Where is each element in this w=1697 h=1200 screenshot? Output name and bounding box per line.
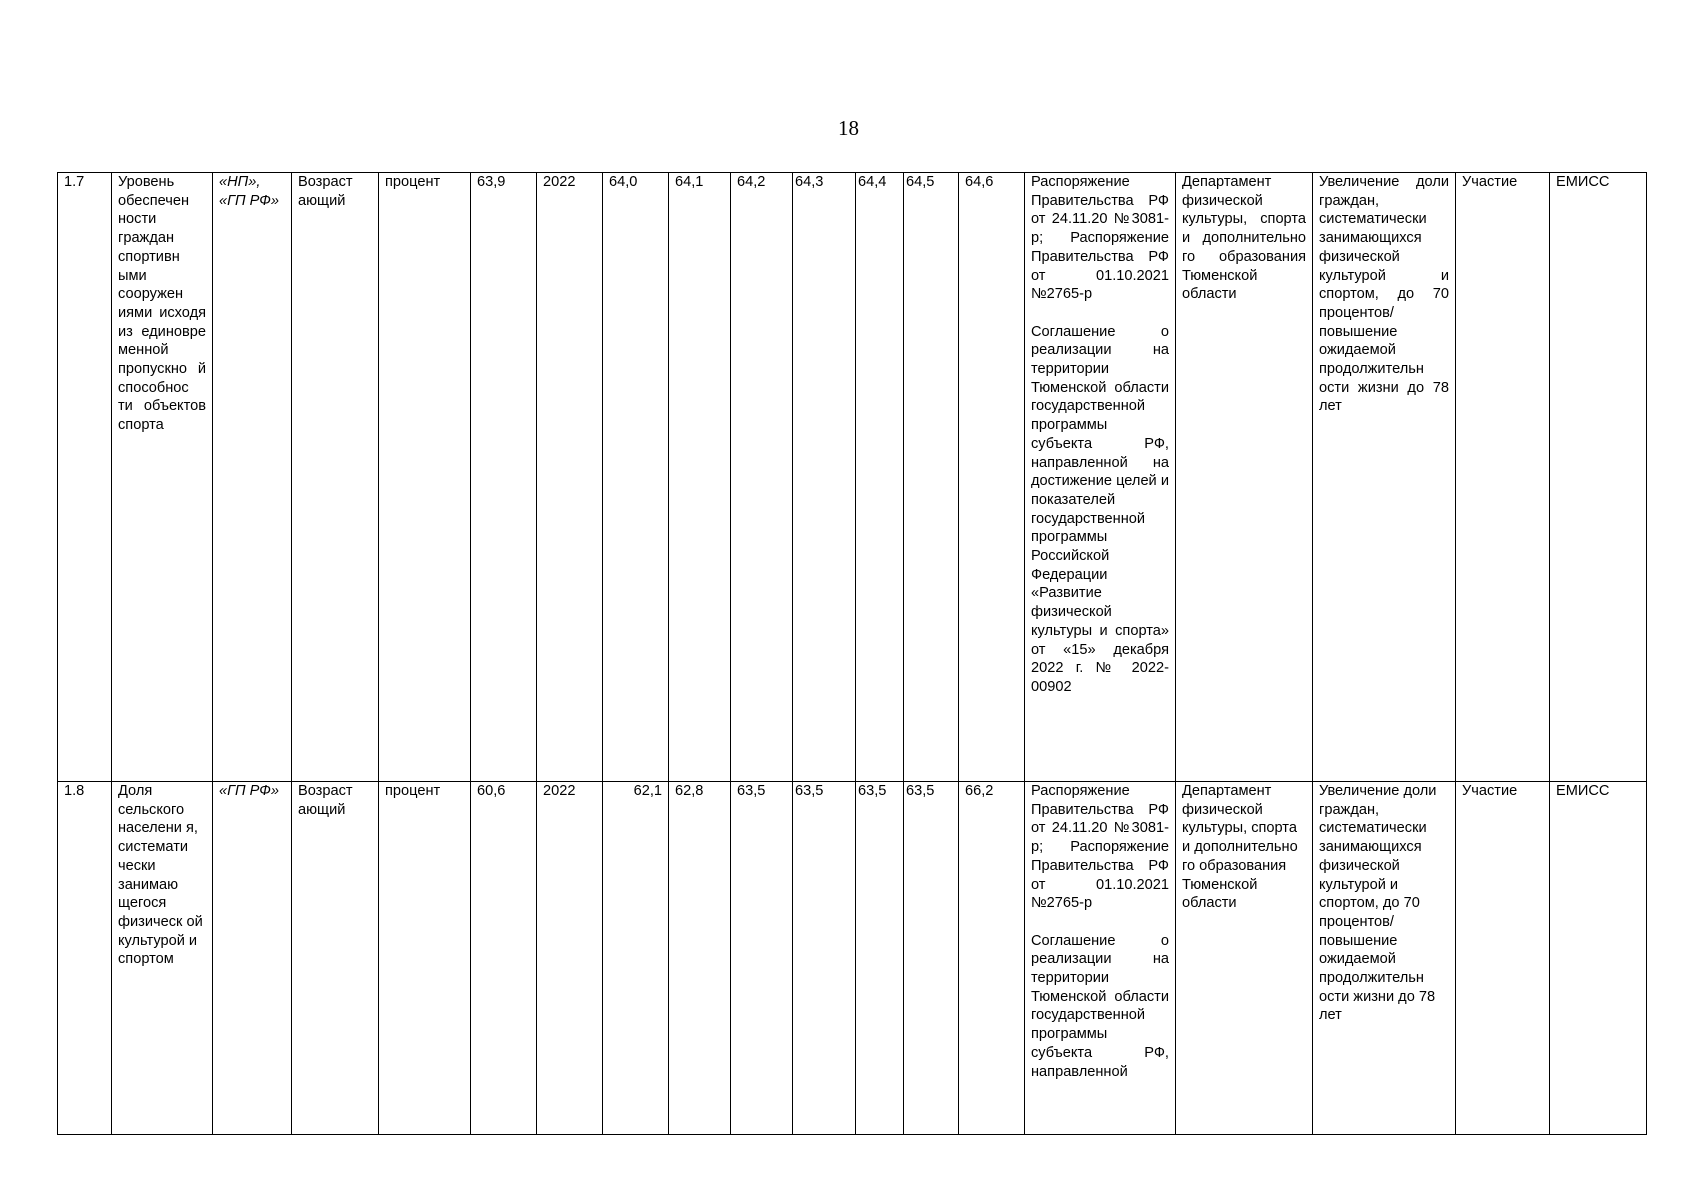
cell-link: Увеличение доли граждан, систематически занимающихся физической культурой и спортом, до 70 процентов/ повышение ожидаемой продолжительн ости жизни до 78 лет [1313, 173, 1456, 782]
cell-year-value: 64,0 [603, 173, 669, 782]
cell-responsible: Департамент физической культуры, спорта и дополнительно го образования Тюменской области [1176, 782, 1313, 1135]
cell-year-value: 64,6 [959, 173, 1025, 782]
cell-document: Распоряжение Правительства РФ от 24.11.20 №3081-р; Распоряжение Правительства РФ от 01.10.2021 №2765-р Соглашение о реализации на территории Тюменской области государственной программы субъекта РФ, направленной [1025, 782, 1176, 1135]
cell-base-year: 2022 [537, 173, 603, 782]
indicators-table [57, 172, 1647, 1135]
cell-document: Распоряжение Правительства РФ от 24.11.20 №3081-р; Распоряжение Правительства РФ от 01.10.2021 №2765-р Соглашение о реализации на территории Тюменской области государственной программы субъекта РФ, направленной на достижение целей и показателей государственной программы Российской Федерации «Развитие физической культуры и спорта» от «15» декабря 2022 г. № 2022-00902 [1025, 173, 1176, 782]
page-number: 18 [838, 116, 859, 140]
cell-unit: процент [379, 173, 471, 782]
table-row [58, 782, 1647, 1135]
cell-year-value: 64,2 [731, 173, 793, 782]
cell-status: «ГП РФ» [213, 782, 292, 1135]
cell-year-value: 64,5 [904, 173, 959, 782]
cell-base-year: 2022 [537, 782, 603, 1135]
cell-responsible: Департамент физической культуры, спорта и дополнительно го образования Тюменской области [1176, 173, 1313, 782]
cell-year-value: 62,1 [603, 782, 669, 1135]
cell-direction: Возраст ающий [292, 782, 379, 1135]
cell-status: «НП», «ГП РФ» [213, 173, 292, 782]
cell-indicator-name: Доля сельского населени я, системати чески занимаю щегося физическ ой культурой и спортом [112, 782, 213, 1135]
cell-year-value: 63,5 [856, 782, 904, 1135]
cell-link: Увеличение доли граждан, систематически занимающихся физической культурой и спортом, до 70 процентов/ повышение ожидаемой продолжительн ости жизни до 78 лет [1313, 782, 1456, 1135]
cell-year-value: 64,1 [669, 173, 731, 782]
cell-year-value: 63,5 [904, 782, 959, 1135]
cell-unit: процент [379, 782, 471, 1135]
cell-year-value: 64,4 [856, 173, 904, 782]
cell-indicator-name: Уровень обеспечен ности граждан спортивн ыми сооружен иями исходя из единовре менной пропускно й способнос ти объектов спорта [112, 173, 213, 782]
cell-number: 1.7 [58, 173, 112, 782]
cell-info-system: ЕМИСС [1550, 173, 1647, 782]
cell-digital: Участие [1456, 782, 1550, 1135]
cell-direction: Возраст ающий [292, 173, 379, 782]
cell-base-value: 63,9 [471, 173, 537, 782]
cell-year-value: 62,8 [669, 782, 731, 1135]
cell-year-value: 66,2 [959, 782, 1025, 1135]
cell-number: 1.8 [58, 782, 112, 1135]
cell-digital: Участие [1456, 173, 1550, 782]
cell-year-value: 63,5 [731, 782, 793, 1135]
cell-year-value: 63,5 [793, 782, 856, 1135]
cell-year-value: 64,3 [793, 173, 856, 782]
cell-info-system: ЕМИСС [1550, 782, 1647, 1135]
table-row [58, 173, 1647, 782]
cell-base-value: 60,6 [471, 782, 537, 1135]
